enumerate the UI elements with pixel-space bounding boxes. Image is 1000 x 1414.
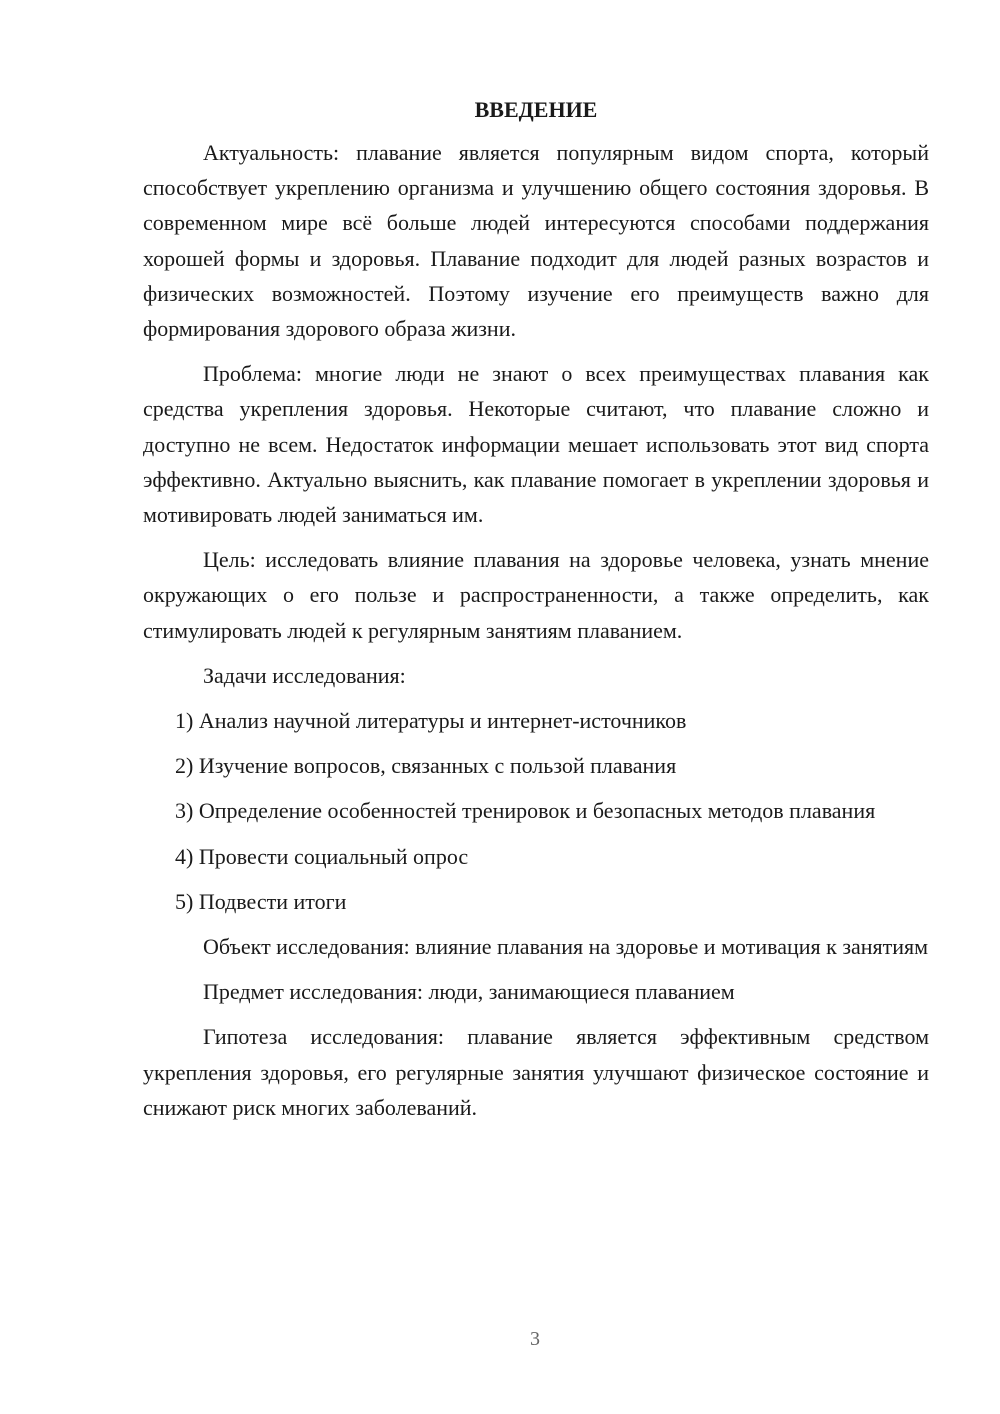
task-item-5: 5) Подвести итоги <box>175 888 347 914</box>
task-item-2: 2) Изучение вопросов, связанных с пользой плавания <box>175 753 677 779</box>
task-item-4: 4) Провести социальный опрос <box>175 843 469 869</box>
task-item-3: 3) Определение особенностей тренировок и безопасных методов плавания <box>175 798 876 824</box>
paragraph-goal: Цель: исследовать влияние плавания на здоровье человека, узнать мнение окружающих о его пользе и распространенности, а также определить, как стимулировать людей к регулярным занятиям плаванием. <box>143 547 929 643</box>
paragraph-relevance: Актуальность: плавание является популярным видом спорта, который способствует укреплению организма и улучшению общего состояния здоровья. В современном мире всё больше людей интересуются способами поддержания хорошей формы и здоровья. Плавание подходит для людей разных возрастов и физических возможностей. Поэтому изучение его преимуществ важно для формирования здорового образа жизни. <box>143 140 929 342</box>
paragraph-object: Объект исследования: влияние плавания на здоровье и мотивация к занятиям <box>203 934 929 960</box>
paragraph-subject: Предмет исследования: люди, занимающиеся плаванием <box>203 979 735 1005</box>
paragraph-hypothesis: Гипотеза исследования: плавание является эффективным средством укрепления здоровья, его регулярные занятия улучшают физическое состояние и снижают риск многих заболеваний. <box>143 1024 929 1120</box>
task-item-1: 1) Анализ научной литературы и интернет-источников <box>175 708 687 734</box>
page-title: ВВЕДЕНИЕ <box>474 97 598 122</box>
tasks-heading: Задачи исследования: <box>203 662 406 688</box>
paragraph-problem: Проблема: многие люди не знают о всех преимуществах плавания как средства укрепления здоровья. Некоторые считают, что плавание сложно и доступно не всем. Недостаток информации мешает использовать этот вид спорта эффективно. Актуально выяснить, как плавание помогает в укреплении здоровья и мотивировать людей заниматься им. <box>143 361 929 528</box>
page-number: 3 <box>530 1328 540 1350</box>
document-page <box>143 92 929 1135</box>
